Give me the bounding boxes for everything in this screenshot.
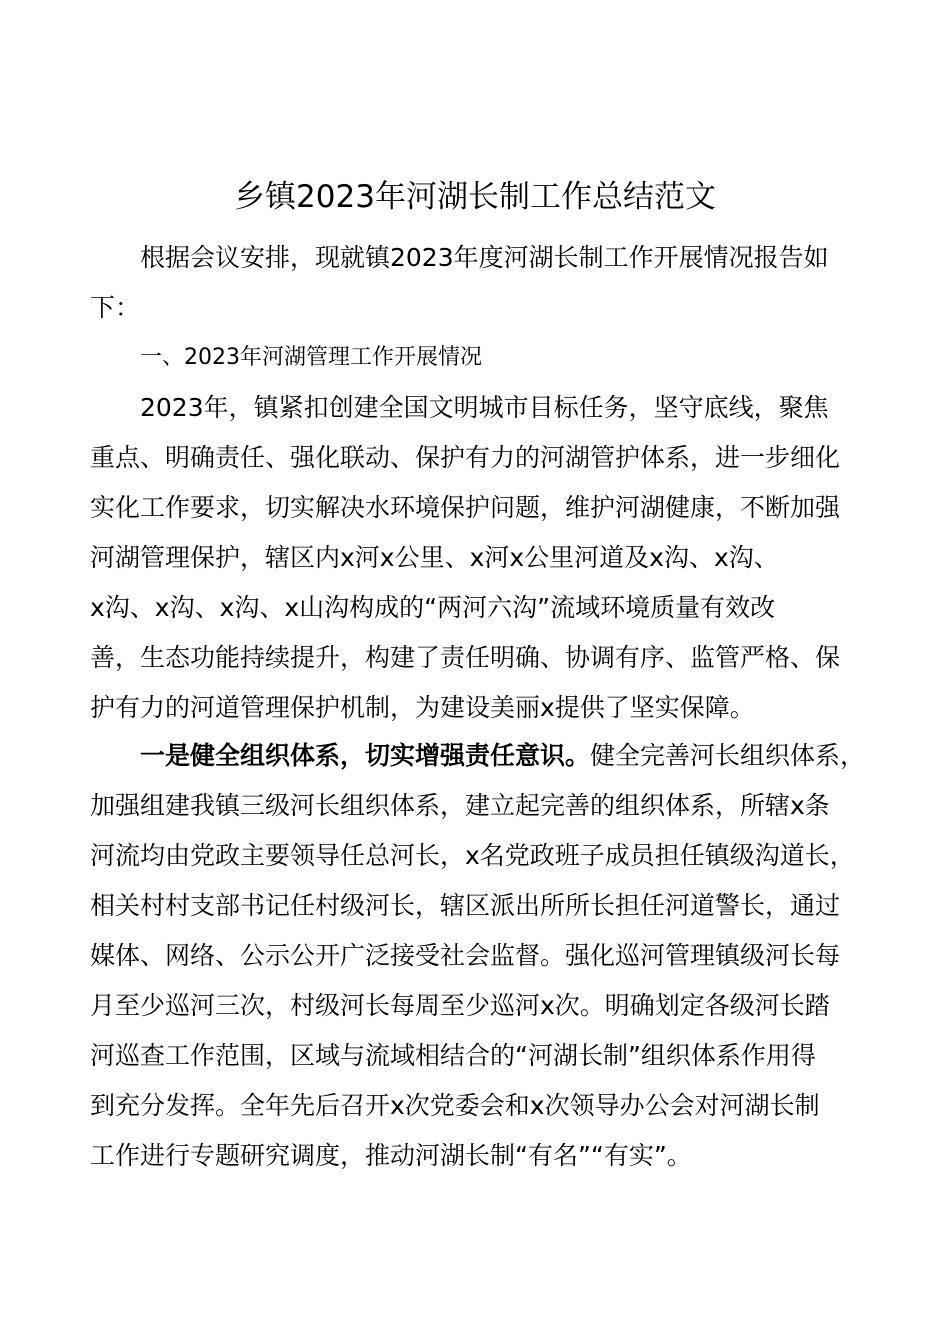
paragraph-line: 2023年，镇紧扣创建全国文明城市目标任务，坚守底线，聚焦 (140, 393, 829, 422)
paragraph-line: 下： (90, 293, 141, 322)
paragraph-line: 工作进行专题研究调度，推动河湖长制“有名”“有实”。 (90, 1141, 692, 1170)
lead-continuation: 健全完善河长组织体系， (590, 741, 866, 770)
paragraph-line-with-lead (140, 736, 865, 776)
paragraph-line: 到充分发挥。全年先后召开x次党委会和x次领导办公会对河湖长制 (90, 1091, 820, 1120)
paragraph-line: 根据会议安排，现就镇2023年度河湖长制工作开展情况报告如 (140, 243, 829, 272)
paragraph-line: 护有力的河道管理保护机制，为建设美丽x提供了坚实保障。 (90, 693, 755, 722)
document-title: 乡镇2023年河湖长制工作总结范文 (234, 179, 716, 215)
paragraph-line: x沟、x沟、x沟、x山沟构成的“两河六沟”流域环境质量有效改 (90, 593, 776, 622)
paragraph-line: 河巡查工作范围，区域与流域相结合的“河湖长制”组织体系作用得 (90, 1041, 816, 1070)
section-heading: 一、2023年河湖管理工作开展情况 (140, 345, 482, 370)
paragraph-line: 重点、明确责任、强化联动、保护有力的河湖管护体系，进一步细化 (90, 443, 841, 472)
paragraph-line: 加强组建我镇三级河长组织体系，建立起完善的组织体系，所辖x条 (90, 791, 830, 820)
paragraph-line: 实化工作要求，切实解决水环境保护问题，维护河湖健康，不断加强 (90, 493, 841, 522)
paragraph-line: 河流均由党政主要领导任总河长，x名党政班子成员担任镇级沟道长， (90, 841, 855, 870)
paragraph-line: 河湖管理保护，辖区内x河x公里、x河x公里河道及x沟、x沟、 (90, 543, 779, 572)
bold-lead: 一是健全组织体系，切实增强责任意识。 (140, 741, 591, 770)
paragraph-line: 媒体、网络、公示公开广泛接受社会监督。强化巡河管理镇级河长每 (90, 941, 841, 970)
paragraph-line: 月至少巡河三次，村级河长每周至少巡河x次。明确划定各级河长踏 (90, 991, 830, 1020)
paragraph-line: 相关村村支部书记任村级河长，辖区派出所所长担任河道警长，通过 (90, 891, 841, 920)
paragraph-line: 善，生态功能持续提升，构建了责任明确、协调有序、监管严格、保 (90, 643, 841, 672)
